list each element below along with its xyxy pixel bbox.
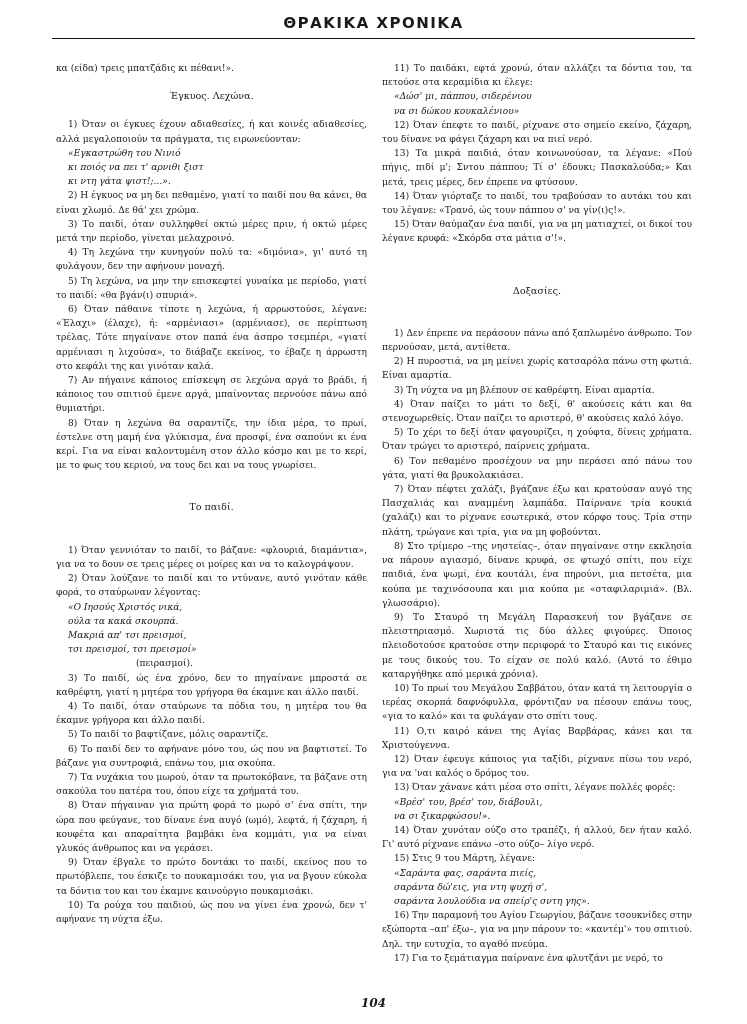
paragraph: 6) Το παιδί δεν το αφήνανε μόνο του, ώς που να βαφτιστεί. Το βάζανε για συντροφιά, επάνω του, μια σκούπα. xyxy=(56,744,367,769)
paragraph: 2) Η πυροστιά, να μη μείνει χωρίς κατσαρόλα πάνω στη φωτιά. Είναι αμαρτία. xyxy=(382,357,692,382)
verse-line: Μακριά απ' τσι πρεισμοί, xyxy=(68,630,187,641)
paragraph: 7) Αν πήγαινε κάποιος επίσκεψη σε λεχώνα αργά το βράδι, ή κάποιος του σπιτιού έμενε αργά, μπαίνοντας περνούσε πάνω από θυμιατήρι. xyxy=(56,376,367,415)
paragraph: 12) Όταν έφευγε κάποιος για ταξίδι, ρίχνανε πίσω του νερό, για να 'ναι καλός ο δρόμος του. xyxy=(382,754,692,780)
paragraph: 9) Το Σταυρό τη Μεγάλη Παρασκευή τον βγάζανε σε πλειστηριασμό. Χωριστά τις δύο άλλες φιγούρες. Όποιος πλειοδοτούσε κρατούσε στην περιφορά το Σταυρό και τις εικόνες με τους δικούς του. Το είχαν σε πολύ καλό. (Αυτό το έθιμο καταργήθηκε από μερικά χρόνια). xyxy=(382,612,692,680)
paragraph: 2) Η έγκυος να μη δει πεθαμένο, γιατί το παιδί που θα κάνει, θα είναι χλωμό. Δε θά' χει χρώμα. xyxy=(56,191,367,216)
verse-line: «Σαράντα φας, σαράντα πιείς, xyxy=(394,868,536,879)
verse-line: σαράντα λουλούδια να σπείρ'ς σντη γης». xyxy=(394,896,590,907)
paragraph: 6) Τον πεθαμένο προσέχουν να μην περάσει από πάνω του γάτα, γιατί θα βρυκολακιάσει. xyxy=(382,456,692,481)
paragraph: 1) Δεν έπρεπε να περάσουν πάνω από ξαπλωμένο άνθρωπο. Τον περνούσαν, μετά, αντίθετα. xyxy=(382,328,692,354)
paragraph: 3) Το παιδί, όταν συλληφθεί οκτώ μέρες πριν, ή οκτώ μέρες μετά την περίοδο, γίνεται μελαχροινό. xyxy=(56,219,367,245)
paragraph: 14) Όταν χυνόταν ούζο στο τραπέζι, ή αλλού, δεν ήταν καλό. Γι' αυτό ρίχνανε επάνω –στο ούζο– λίγο νερό. xyxy=(382,825,692,851)
paragraph: 15) Όταν θαύμαζαν ένα παιδί, για να μη ματιαχτεί, οι δικοί του λέγανε κρυφά: «Σκόρδα στα μάτια σ'!». xyxy=(382,220,692,245)
paragraph: 5) Το παιδί το βαφτίζανε, μόλις σαραντίζε. xyxy=(68,730,269,741)
verse-line: κι ποιός να πει τ' αρνιθι ξιστ xyxy=(68,163,204,174)
verse-note: (πειρασμοί). xyxy=(136,659,193,670)
paragraph: 2) Όταν λούζανε το παιδί και το ντύνανε, αυτό γινόταν κάθε φορά, το σταύρωναν λέγοντας: xyxy=(56,574,367,599)
verse-line: τσι πρεισμοί, τσι πρεισμοί» xyxy=(68,645,197,656)
verse-line: «Δώσ' μι, πάππου, σιδερένιου xyxy=(394,92,532,103)
paragraph: 11) Ο,τι καιρό κάνει της Αγίας Βαρβάρας, κάνει και τα Χριστούγεννα. xyxy=(382,726,692,751)
right-column xyxy=(382,62,692,966)
section-heading-doxasies: Δοξασίες. xyxy=(512,285,562,297)
verse-line: «Εγκαστρώθη του Νινιό xyxy=(68,148,181,159)
paragraph: 5) Το χέρι το δεξί όταν φαγουρίζει, η χούφτα, δίνεις χρήματα. Όταν τρώγει το αριστερό, παίρνεις χρήματα. xyxy=(382,428,692,453)
page-header xyxy=(52,8,695,39)
paragraph: 10) Το πρωί του Μεγάλου Σαββάτου, όταν κατά τη λειτουργία ο ιερέας σκορπά δαφνόφυλλα, φρόντιζαν να πέσουν επάνω τους, «για το καλό» και τα φυλάγαν στο σπίτι τους. xyxy=(382,683,692,723)
paragraph: 8) Όταν η λεχώνα θα σαραντίζε, την ίδια μέρα, το πρωί, έστελνε στη μαμή ένα γλύκισμα, ένα προσφί, ένα σαπούνι κι ένα κερί. Για να είναι καλοντυμένη στον άλλο κόσμο και με το κερί, με το φως του κεριού, να τους δει και να τους γνωρίσει. xyxy=(56,418,367,472)
left-column xyxy=(56,62,367,927)
verse-line: κι ντη γάτα ψιστ!;...». xyxy=(68,177,171,188)
paragraph: 1) Όταν γεννιόταν το παιδί, το βάζανε: «φλουριά, διαμάντια», για να το δουν σε τρεις μέρες οι μοίρες και να το καλογράψουν. xyxy=(56,545,367,570)
paragraph: 4) Το παιδί, όταν σταύρωνε τα πόδια του, η μητέρα του θα έκαμνε γρήγορα και άλλο παιδί. xyxy=(56,701,367,727)
paragraph: 16) Την παραμονή του Αγίου Γεωργίου, βάζανε τσουκνίδες στην εξώπορτα –απ' έξω–, για να μην πάρουν το: «καντέμ'» του σπιτιού. Δηλ. την ευτυχία, το αγαθό πνεύμα. xyxy=(382,911,692,950)
header-rule xyxy=(52,38,695,39)
paragraph: 5) Τη λεχώνα, να μην την επισκεφτεί γυναίκα με περίοδο, γιατί το παιδί: «θα βγάν(ι) σπυριά». xyxy=(56,276,367,301)
paragraph: 10) Τα ρούχα του παιδιού, ώς που να γίνει ένα χρονώ, δεν τ' αφήνανε τη νύχτα έξω. xyxy=(56,900,367,925)
paragraph: 13) Τα μικρά παιδιά, όταν κοινωνούσαν, τα λέγανε: «Πού πήγις, πιδί μ'; Σντου πάππου; Τί σ' έδουκι; Πασκαλούδα;» Και μετά, τρεις μέρες, δεν έπρεπε να φτύσουν. xyxy=(382,149,692,188)
verse-line: «Ο Ιησούς Χριστός νικά, xyxy=(68,602,183,613)
paragraph: 3) Τη νύχτα να μη βλέπουν σε καθρέφτη. Είναι αμαρτία. xyxy=(394,385,655,396)
paragraph: 15) Στις 9 του Μάρτη, λέγανε: xyxy=(394,854,536,865)
paragraph: κα (είδα) τρεις μπατζάδις κι πέθανι!». xyxy=(56,64,235,74)
paragraph: 4) Τη λεχώνα την κυνηγούν πολύ τα: «διμόνια», γι' αυτό τη φυλάγουν, δεν την αφήνουν μοναχή. xyxy=(56,248,367,273)
verse-line: «Βρέσ' του, βρέσ' του, διάβουλι, xyxy=(394,797,543,808)
verse-line: να σι ξικαρφώσου!». xyxy=(394,811,491,822)
paragraph: 11) Το παιδάκι, εφτά χρονώ, όταν αλλάζει τα δόντια του, τα πετούσε στα κεραμίδια κι έλεγε: xyxy=(382,64,692,89)
paragraph: 13) Όταν χάνανε κάτι μέσα στο σπίτι, λέγανε πολλές φορές: xyxy=(394,783,676,794)
paragraph: 8) Όταν πήγαιναν για πρώτη φορά το μωρό σ' ένα σπίτι, την ώρα που φεύγανε, του δίνανε ένα αυγό (ωμό), λεφτά, ή ζάχαρη, ή κουφέτα και απαραίτητα βαμβάκι ένα κομμάτι, για να είναι γλυκός άνθρωπος και να γεράσει. xyxy=(56,801,367,854)
journal-title: ΘΡΑΚΙΚΑ ΧΡΟΝΙΚΑ xyxy=(283,14,464,32)
paragraph: 3) Το παιδί, ώς ένα χρόνο, δεν το πηγαίνανε μπροστά σε καθρέφτη, γιατί η μητέρα του γρήγορα θα έκαμνε και άλλο παιδί. xyxy=(56,673,367,698)
page-number: 104 xyxy=(360,996,387,1010)
paragraph: 7) Τα νυχάκια του μωρού, όταν τα πρωτοκόβανε, τα βάζανε στη σακούλα του πατέρα του, όπου είχε τα χρήματά του. xyxy=(56,772,367,798)
section-heading-lexona: Έγκυος. Λεχώνα. xyxy=(169,91,254,103)
verse-line: σαράντα δώ'εις, για ντη ψυχή σ', xyxy=(394,882,548,893)
paragraph: 1) Όταν οι έγκυες έχουν αδιαθεσίες, ή και κοινές αδιαθεσίες, αλλά μεγαλοποιούν τα πράγματα, τις ειρωνεύονταν: xyxy=(56,120,367,145)
verse-line: ούλα τα κακά σκουρπά. xyxy=(68,616,179,627)
paragraph: 12) Όταν έπεφτε το παιδί, ρίχνανε στο σημείο εκείνο, ζάχαρη, του δίνανε να φάγει ζάχαρη και να πιεί νερό. xyxy=(382,120,692,146)
paragraph: 6) Όταν πάθαινε τίποτε η λεχώνα, ή αρρωστούσε, λέγανε: «Έλαχι» (έλαχε), ή: «αρμένιασι» (αρμένιασε), σε περίπτωση τρέλας. Τότε πηγαίνανε στον παπά ένα άσπρο τσεμπέρι, «γιατί αρμένιασι η λιχούσα», το διάβαζε εκείνος, το έβαζε η άρρωστη στο κεφάλι της και γινόταν καλά. xyxy=(56,305,367,372)
paragraph: 9) Όταν έβγαλε το πρώτο δοντάκι το παιδί, εκείνος που το πρωτόβλεπε, του έσκιζε το πουκαμισάκι του, για να βγουν εύκολα τα δόντια του και του έκαμνε καινούργιο πουκαμισάκι. xyxy=(56,858,367,897)
section-heading-paidi: Το παιδί. xyxy=(189,502,234,514)
verse-line: να σι δώκου κουκαλένιου» xyxy=(394,106,520,117)
paragraph: 7) Όταν πέφτει χαλάζι, βγάζανε έξω και κρατούσαν αυγό της Πασχαλιάς και αναμμένη λαμπάδα. Παίρνανε τρία κουκιά (χαλάζι) και το ρίχνανε εσωτερικά, στον κόρφο τους. Τρία στην πλάτη, τρώγανε και τρία, για να μη φοβούνται. xyxy=(382,485,692,538)
paragraph: 17) Για το ξεμάτιαγμα παίρνανε ένα φλυτζάνι με νερό, το xyxy=(394,953,663,964)
paragraph: 8) Στο τρίμερο –της νηστείας–, όταν πηγαίνανε στην εκκλησία να πάρουν αγιασμό, δίνανε κρυφά, σε φτωχό σπίτι, που είχε παιδιά, ένα ψωμί, ένα κουτάλι, ένα πηρούνι, μια πετσέτα, μια κούπα με ταχινόσουπα και μια κούπα με «σταφιλαριμιά». (Βλ. γλωσσάριο). xyxy=(382,541,692,609)
paragraph: 14) Όταν γιόρταζε το παιδί, του τραβούσαν το αυτάκι του και του λέγανε: «Τρανό, ώς τουν πάππου σ' να γίν(ι)ς!». xyxy=(382,191,692,217)
paragraph: 4) Όταν παίζει το μάτι το δεξί, θ' ακούσεις κάτι και θα στενοχωρεθείς. Όταν παίζει το αριστερό, θ' ακούσεις καλό λόγο. xyxy=(382,399,692,425)
